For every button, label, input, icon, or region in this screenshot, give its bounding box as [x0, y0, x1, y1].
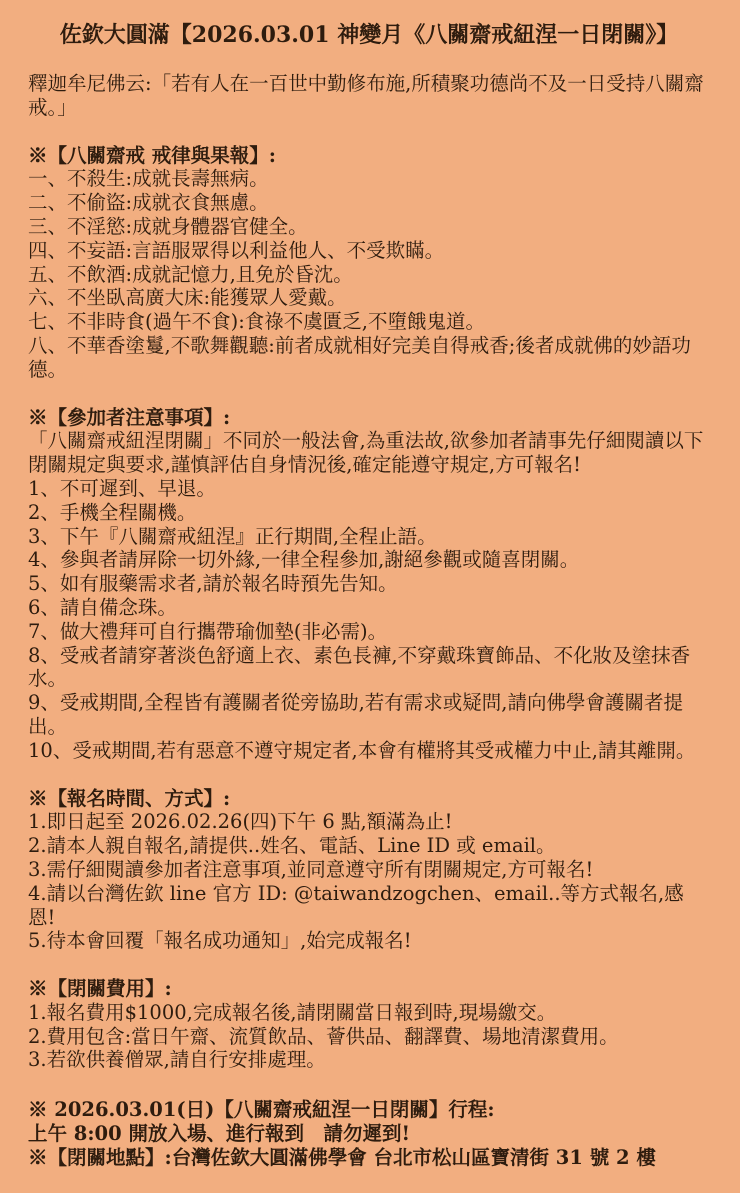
list-item: 五、不飲酒:成就記憶力,且免於昏沈。 [28, 262, 353, 286]
list-item: 2、手機全程關機。 [28, 500, 197, 524]
list-item: 6、請自備念珠。 [28, 595, 177, 619]
page-title: 佐欽大圓滿【2026.03.01 神變月《八關齋戒紐涅一日閉關》】 [59, 22, 679, 48]
section-registration-heading: ※【報名時間、方式】: [28, 786, 231, 810]
section-notes [28, 406, 710, 763]
section-notes-heading: ※【參加者注意事項】: [28, 405, 231, 429]
list-item: 3、下午『八關齋戒紐涅』正行期間,全程止語。 [28, 524, 437, 548]
section-fees-heading: ※【閉關費用】: [28, 977, 172, 1001]
section-precepts [28, 144, 710, 382]
schedule-time: 上午 8:00 開放入場、進行報到 請勿遲到! [28, 1122, 411, 1146]
list-item: 1.報名費用$1000,完成報名後,請閉關當日報到時,現場繳交。 [28, 1000, 557, 1024]
list-item: 7、做大禮拜可自行攜帶瑜伽墊(非必需)。 [28, 619, 388, 643]
buddha-quote: 釋迦牟尼佛云:「若有人在一百世中勤修布施,所積聚功德尚不及一日受持八關齋戒。」 [28, 72, 704, 119]
list-item: 4、參與者請屏除一切外緣,一律全程參加,謝絕參觀或隨喜閉關。 [28, 548, 580, 572]
section-registration [28, 787, 710, 954]
list-item: 四、不妄語:言語服眾得以利益他人、不受欺瞞。 [28, 238, 445, 262]
list-item: 9、受戒期間,全程皆有護關者從旁協助,若有需求或疑問,請向佛學會護關者提出。 [28, 691, 684, 738]
list-item: 2.請本人親自報名,請提供..姓名、電話、Line ID 或 email。 [28, 834, 556, 858]
list-item: 六、不坐臥高廣大床:能獲眾人愛戴。 [28, 286, 347, 310]
section-precepts-heading: ※【八關齋戒 戒律與果報】: [28, 143, 276, 167]
list-item: 二、不偷盜:成就衣食無慮。 [28, 191, 269, 215]
list-item: 八、不華香塗鬘,不歌舞觀聽:前者成就相好完美自得戒香;後者成就佛的妙語功德。 [28, 333, 691, 381]
list-item: 5.待本會回覆「報名成功通知」,始完成報名! [28, 929, 412, 953]
list-item: 3.若欲供養僧眾,請自行安排處理。 [28, 1048, 326, 1072]
list-item: 3.需仔細閱讀參加者注意事項,並同意遵守所有閉關規定,方可報名! [28, 857, 594, 881]
list-item: 4.請以台灣佐欽 line 官方 ID: @taiwandzogchen、email..等方式報名,感恩! [28, 881, 684, 929]
section-notes-intro: 「八關齋戒紐涅閉關」不同於一般法會,為重法故,欲參加者請事先仔細閱讀以下閉關規定與要求,謹慎評估自身情況後,確定能遵守規定,方可報名! [28, 429, 704, 477]
list-item: 一、不殺生:成就長壽無病。 [28, 167, 269, 191]
list-item: 2.費用包含:當日午齋、流質飲品、薈供品、翻譯費、場地清潔費用。 [28, 1024, 619, 1048]
section-fees [28, 977, 710, 1072]
list-item: 10、受戒期間,若有惡意不遵守規定者,本會有權將其受戒權力中止,請其離開。 [28, 738, 696, 762]
schedule-location: ※【閉關地點】:台灣佐欽大圓滿佛學會 台北市松山區寶清街 31 號 2 樓 [28, 1145, 656, 1169]
list-item: 三、不淫慾:成就身體器官健全。 [28, 214, 308, 238]
list-item: 1、不可遲到、早退。 [28, 476, 216, 500]
list-item: 七、不非時食(過午不食):食祿不虞匱乏,不墮餓鬼道。 [28, 310, 485, 334]
list-item: 5、如有服藥需求者,請於報名時預先告知。 [28, 572, 398, 596]
list-item: 8、受戒者請穿著淡色舒適上衣、素色長褲,不穿戴珠寶飾品、不化妝及塗抹香水。 [28, 643, 691, 691]
schedule-title: ※ 2026.03.01(日)【八關齋戒紐涅一日閉關】行程: [28, 1098, 495, 1122]
section-schedule [28, 1098, 710, 1169]
list-item: 1.即日起至 2026.02.26(四)下午 6 點,額滿為止! [28, 810, 453, 834]
